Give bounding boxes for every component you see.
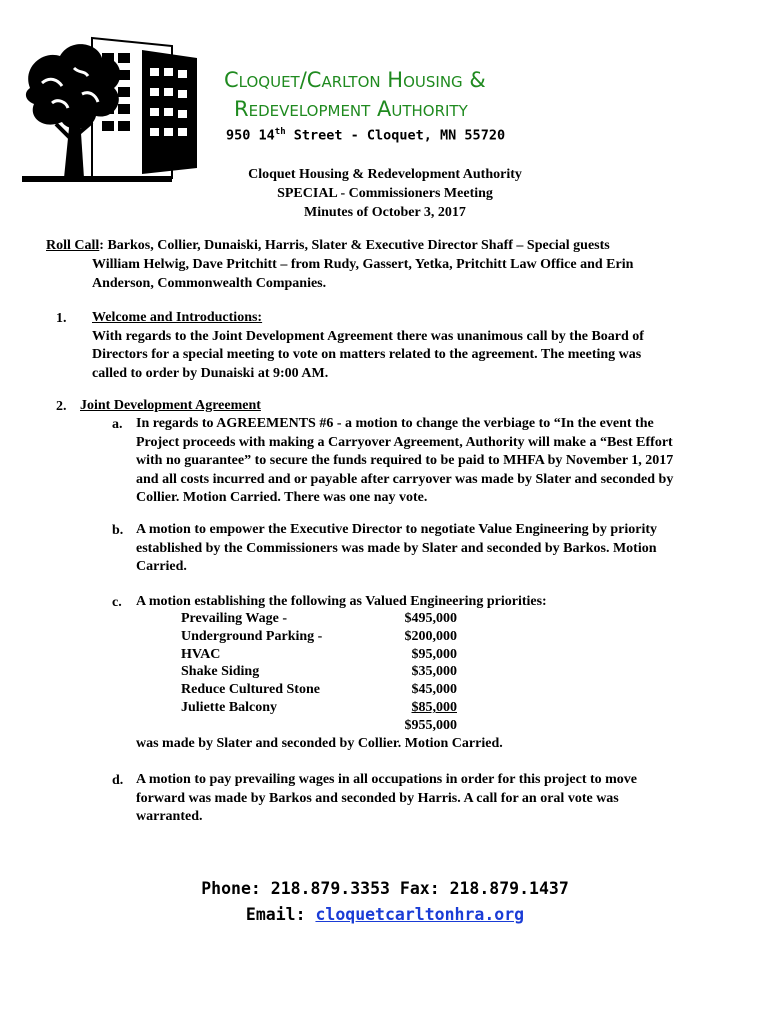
item-1-line-2: Directors for a special meeting to vote on matters related to the agreement. The meeting was: [92, 347, 642, 362]
title-line-1: Cloquet Housing & Redevelopment Authority: [248, 167, 522, 182]
title-line-3: Minutes of October 3, 2017: [304, 205, 466, 220]
email-label: Email:: [245, 905, 316, 924]
item-2c-closing: was made by Slater and seconded by Collier. Motion Carried.: [136, 736, 503, 751]
item-2a-letter: a.: [112, 417, 123, 432]
title-line-2: SPECIAL - Commissioners Meeting: [277, 186, 493, 201]
priority-row: [181, 699, 457, 717]
document-title: [0, 165, 770, 222]
roll-call-line-3: Anderson, Commonwealth Companies.: [92, 276, 327, 291]
item-2-number: 2.: [56, 399, 67, 414]
item-2b-text: [136, 521, 657, 577]
item-2d-line-3: warranted.: [136, 809, 203, 824]
roll-call-line-1: : Barkos, Collier, Dunaiski, Harris, Slater & Executive Director Shaff – Special guests: [99, 238, 610, 253]
footer-phone-fax: Phone: 218.879.3353 Fax: 218.879.1437: [201, 879, 569, 898]
priority-name: Reduce Cultured Stone: [181, 682, 320, 698]
footer-email: [0, 905, 770, 924]
item-2a-line-4: and all costs incurred and or payable after carryover was made by Slater and seconded by: [136, 471, 674, 487]
item-2b-line-3: Carried.: [136, 559, 187, 574]
priorities-table: [181, 610, 457, 735]
item-1-line-1: With regards to the Joint Development Agreement there was unanimous call by the Board of: [92, 328, 644, 344]
address-prefix: 950 14: [226, 127, 275, 144]
priority-amount: $85,000: [411, 699, 457, 715]
priority-total: $955,000: [404, 717, 457, 733]
item-1-number: 1.: [56, 311, 67, 326]
priority-name: Underground Parking -: [181, 628, 323, 644]
email-link[interactable]: cloquetcarltonhra.org: [315, 905, 525, 924]
item-2a-line-2: Project proceeds with making a Carryover Agreement, Authority will make a “Best Effort: [136, 434, 673, 450]
org-address: [226, 127, 505, 144]
priority-amount: $45,000: [411, 682, 457, 698]
priority-total-row: [181, 717, 457, 735]
priority-amount: $200,000: [404, 628, 457, 644]
priority-name: HVAC: [181, 646, 221, 662]
roll-call: [46, 236, 686, 293]
priority-amount: $35,000: [411, 664, 457, 680]
priority-amount: $95,000: [411, 646, 457, 662]
organization-name: [224, 66, 486, 124]
hra-logo: [22, 28, 212, 188]
item-2c-intro: A motion establishing the following as Valued Engineering priorities:: [136, 594, 547, 609]
roll-call-label: Roll Call: [46, 238, 100, 253]
item-2a-line-5: Collier. Motion Carried. There was one nay vote.: [136, 490, 428, 505]
item-2d-line-2: forward was made by Barkos and seconded by Harris. A call for an oral vote was: [136, 790, 619, 806]
item-2b-line-2: established by the Commissioners was made by Slater and seconded by Barkos. Motion: [136, 540, 657, 556]
item-2b-letter: b.: [112, 523, 124, 538]
priority-row: [181, 628, 457, 646]
item-1-heading: Welcome and Introductions:: [92, 310, 263, 325]
item-1-line-3: called to order by Dunaiski at 9:00 AM.: [92, 365, 329, 381]
item-2b-line-1: A motion to empower the Executive Director to negotiate Value Engineering by priority: [136, 522, 658, 537]
org-name-line-1: Cloquet/Carlton Housing &: [224, 68, 486, 92]
priority-row: [181, 646, 457, 664]
priority-name: Prevailing Wage -: [181, 611, 288, 626]
address-suffix: Street - Cloquet, MN 55720: [285, 127, 506, 144]
item-2-section: [80, 397, 261, 416]
address-superscript: th: [274, 127, 286, 137]
item-2a-line-1: In regards to AGREEMENTS #6 - a motion to change the verbiage to “In the event the: [136, 416, 654, 431]
item-2a-line-3: with no guarantee” to secure the funds required to be paid to MHFA by November 1, 2017: [136, 453, 674, 468]
item-2a-text: [136, 415, 673, 508]
item-2d-letter: d.: [112, 773, 124, 788]
priority-row: [181, 663, 457, 681]
priority-amount: $495,000: [404, 611, 457, 626]
item-2d-line-1: A motion to pay prevailing wages in all occupations in order for this project to move: [136, 772, 638, 787]
item-1-section: [92, 309, 644, 383]
priority-row: [181, 610, 457, 628]
priority-row: [181, 681, 457, 699]
item-2-heading: Joint Development Agreement: [80, 398, 261, 413]
item-2d-text: [136, 771, 637, 827]
priority-name: Juliette Balcony: [181, 699, 278, 715]
roll-call-line-2: William Helwig, Dave Pritchitt – from Rudy, Gassert, Yetka, Pritchitt Law Office and Erin: [92, 257, 634, 272]
item-2c-letter: c.: [112, 595, 122, 610]
org-name-line-2: Redevelopment Authority: [234, 97, 468, 121]
priority-name: Shake Siding: [181, 664, 260, 680]
